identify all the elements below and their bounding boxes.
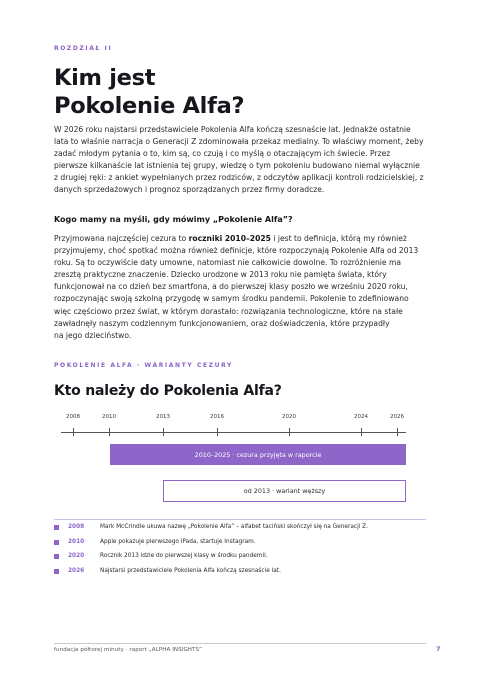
tick-label-2010: 2010 — [102, 414, 116, 420]
page-title — [54, 64, 434, 120]
subheading: Kogo mamy na myśli, gdy mówimy „Pokolenie Alfa”? — [54, 215, 293, 224]
tick-2008 — [73, 428, 74, 436]
legend-square-icon — [54, 540, 59, 545]
legend-item — [54, 550, 268, 562]
legend-text: Najstarsi przedstawiciele Pokolenia Alfa kończą szesnaście lat. — [100, 568, 281, 574]
tick-label-2016: 2016 — [210, 414, 224, 420]
definition-text-last: na jego dzieciństwo. — [54, 330, 132, 340]
footer-text: fundacja półtorej minuty · raport „ALPHA INSIGHTS” — [54, 647, 203, 653]
tick-2010 — [109, 428, 110, 436]
legend-item — [54, 521, 368, 533]
definition-paragraph — [54, 233, 426, 342]
timeline-axis — [61, 432, 406, 433]
legend-item — [54, 536, 256, 548]
page-title-line2: Pokolenie Alfa? — [54, 93, 245, 119]
tick-2024 — [361, 428, 362, 436]
tick-label-2013: 2013 — [156, 414, 170, 420]
definition-text-end: i jest to definicja, którą my również przyjmujemy, choć spotkać można również definicje, które rozpoczynają Pokolenie Alfa od 2013 roku. Są to oczywiście daty umowne, natomiast nie całkowicie dowolne. To rozróżnienie ma zresztą praktyczne znaczenie. Dziecko urodzone w 2013 roku nie pamięta świata, który funkcjonował na co dzień bez smartfona, a do pierwszej klasy poszło we wrześniu 2020 roku, rozpoczynając swoją szkolną przygodę w samym środku pandemii. Pokolenie to zdefiniowano więc częściowo przez świat, w którym dorastało: rozwiązania technologiczne, które na stałe zawładnęły naszym codziennym funkcjonowaniem, oraz doświadczenia, które przypadły — [54, 234, 419, 328]
tick-2013 — [163, 428, 164, 436]
definition-text-start: Przyjmowana najczęściej cezura to — [54, 234, 189, 243]
chapter-label: ROZDZIAŁ II — [54, 45, 113, 52]
page-number: 7 — [436, 645, 441, 653]
legend-year: 2010 — [68, 539, 85, 545]
tick-2026 — [397, 428, 398, 436]
legend-item — [54, 565, 281, 577]
section-title: Kto należy do Pokolenia Alfa? — [54, 383, 282, 399]
range-bar-2010-2025-label: 2010–2025 · cezura przyjęta w raporcie — [194, 450, 322, 459]
tick-label-2020: 2020 — [282, 414, 296, 420]
legend-year: 2020 — [68, 553, 85, 559]
tick-2016 — [217, 428, 218, 436]
legend-year: 2008 — [68, 524, 85, 530]
range-bar-2010-2025 — [110, 444, 406, 465]
legend-square-icon — [54, 569, 59, 574]
section-label: POKOLENIE ALFA · WARIANTY CEZURY — [54, 362, 233, 369]
footer-divider — [54, 643, 426, 644]
definition-bold: roczniki 2010–2025 — [188, 234, 271, 243]
tick-label-2008: 2008 — [66, 414, 80, 420]
legend-year: 2026 — [68, 568, 85, 574]
tick-2020 — [289, 428, 290, 436]
legend-text: Apple pokazuje pierwszego iPada, startuje Instagram. — [100, 539, 256, 545]
legend-square-icon — [54, 554, 59, 559]
tick-label-2024: 2024 — [354, 414, 368, 420]
range-bar-from-2013-label: od 2013 · wariant węższy — [243, 487, 326, 495]
legend-divider — [54, 519, 426, 520]
intro-paragraph: W 2026 roku najstarsi przedstawiciele Pokolenia Alfa kończą szesnaście lat. Jednakże ostatnie lata to właśnie narracja o Generacji Z zdominowała przekaz medialny. To właściwy moment, żeby zadać młodym pytania o to, kim są, co czują i co myślą o otaczającym ich świecie. Przez pierwsze kilkanaście lat istnienia tej grupy, wiedzę o tym pokoleniu budowano niemal wyłącznie z drugiej ręki: z ankiet wypełnianych przez rodziców, z odczytów aplikacji kontroli rodzicielskiej, z danych sprzedażowych i prognoz sporządzanych przez firmy doradcze. — [54, 125, 424, 195]
legend-square-icon — [54, 525, 59, 530]
page-title-line1: Kim jest — [54, 65, 156, 91]
range-bar-from-2013 — [163, 480, 406, 502]
legend-text: Mark McCrindle ukuwa nazwę „Pokolenie Alfa” – alfabet taciński skończył się na Generacji Z. — [100, 524, 368, 530]
tick-label-2026: 2026 — [390, 414, 404, 420]
legend-text: Rocznik 2013 idzie do pierwszej klasy w środku pandemii. — [100, 553, 268, 559]
